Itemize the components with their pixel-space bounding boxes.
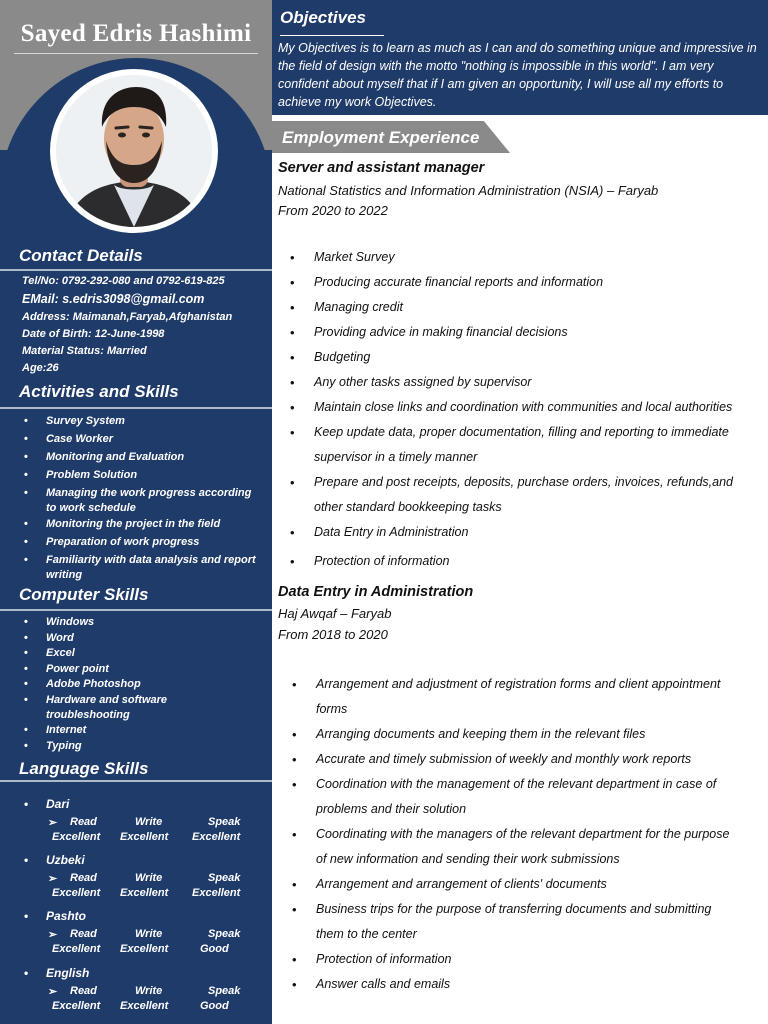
list-item: • Word: [24, 631, 204, 646]
speak-label: Speak: [208, 985, 241, 997]
language-skills-header: [0, 928, 272, 944]
job-duties-list: [292, 672, 732, 997]
read-label: Read: [70, 928, 97, 940]
activities-list: [24, 414, 264, 583]
list-item: • Accurate and timely submission of weekly and monthly work reports: [292, 747, 732, 772]
speak-label: Speak: [208, 816, 241, 828]
read-level: Excellent: [52, 831, 101, 843]
list-item: • Problem Solution: [24, 468, 264, 483]
job-title: Data Entry in Administration: [278, 584, 474, 600]
language-skills-header: [0, 816, 272, 832]
language-divider: [0, 780, 272, 782]
speak-label: Speak: [208, 872, 241, 884]
language-skills-header: [0, 872, 272, 888]
list-item: • Coordinating with the managers of the relevant department for the purpose of new information and sending their work submissions: [292, 822, 732, 872]
list-item: • Managing the work progress according to work schedule: [24, 486, 264, 516]
arrow-bullet-icon: ➢: [48, 986, 58, 998]
contact-age: Age:26: [22, 362, 59, 374]
contact-address: Address: Maimanah,Faryab,Afghanistan: [22, 311, 233, 323]
job-period: From 2018 to 2020: [278, 627, 388, 642]
list-item: • Business trips for the purpose of transferring documents and submitting them to the center: [292, 897, 732, 947]
speak-level: Good: [200, 1000, 229, 1012]
read-label: Read: [70, 985, 97, 997]
contact-heading: Contact Details: [19, 246, 143, 265]
list-item: • Adobe Photoshop: [24, 677, 204, 692]
computer-skills-list: [24, 615, 204, 754]
language-heading: Language Skills: [19, 759, 149, 778]
list-item: • Data Entry in Administration: [290, 520, 764, 545]
job-organization: National Statistics and Information Administration (NSIA) – Faryab: [278, 183, 659, 198]
job-organization: Haj Awqaf – Faryab: [278, 606, 392, 621]
list-item: • Any other tasks assigned by supervisor: [290, 370, 764, 395]
list-item: • Managing credit: [290, 295, 764, 320]
speak-level: Excellent: [192, 887, 241, 899]
language-name-uzbeki: • Uzbeki: [24, 853, 85, 867]
list-item: • Keep update data, proper documentation, filling and reporting to immediate supervisor in a timely manner: [290, 420, 764, 470]
profile-photo: [56, 75, 212, 227]
read-label: Read: [70, 872, 97, 884]
arrow-bullet-icon: ➢: [48, 873, 58, 885]
list-item: • Windows: [24, 615, 204, 630]
job-period: From 2020 to 2022: [278, 203, 388, 218]
speak-level: Good: [200, 943, 229, 955]
write-level: Excellent: [120, 831, 169, 843]
list-item: • Budgeting: [290, 345, 764, 370]
list-item: • Familiarity with data analysis and report writing: [24, 553, 264, 583]
list-item: • Monitoring the project in the field: [24, 517, 264, 532]
arrow-bullet-icon: ➢: [48, 929, 58, 941]
contact-dob: Date of Birth: 12-June-1998: [22, 328, 165, 340]
list-item: • Hardware and software troubleshooting: [24, 693, 204, 723]
objectives-divider: [280, 35, 384, 36]
list-item: • Answer calls and emails: [292, 972, 732, 997]
speak-label: Speak: [208, 928, 241, 940]
list-item: • Coordination with the management of the relevant department in case of problems and their solution: [292, 772, 732, 822]
list-item: • Internet: [24, 723, 204, 738]
list-item: • Providing advice in making financial decisions: [290, 320, 764, 345]
language-skills-levels: [0, 943, 272, 959]
list-item: • Arrangement and arrangement of clients' documents: [292, 872, 732, 897]
contact-marital-status: Material Status: Married: [22, 345, 147, 357]
list-item: • Preparation of work progress: [24, 535, 264, 550]
sidebar: [0, 0, 272, 1024]
activities-divider: [0, 407, 272, 409]
write-level: Excellent: [120, 1000, 169, 1012]
name-divider: [14, 53, 258, 54]
computer-divider: [0, 609, 272, 611]
job-duties-list: [290, 245, 764, 574]
list-item: • Prepare and post receipts, deposits, purchase orders, invoices, refunds,and other standard bookkeeping tasks: [290, 470, 764, 520]
read-level: Excellent: [52, 887, 101, 899]
contact-phone: Tel/No: 0792-292-080 and 0792-619-825: [22, 275, 225, 287]
list-item: • Monitoring and Evaluation: [24, 450, 264, 465]
list-item: • Producing accurate financial reports and information: [290, 270, 764, 295]
write-level: Excellent: [120, 943, 169, 955]
list-item: • Protection of information: [290, 549, 764, 574]
language-skills-levels: [0, 831, 272, 847]
objectives-text: My Objectives is to learn as much as I can and do something unique and impressive in the field of design with the motto "nothing is impossible in this world". I am very confident about myself that if I am given an opportunity, I will use all my efforts to achieve my work Objectives.: [278, 41, 757, 109]
write-label: Write: [135, 816, 163, 828]
contact-email[interactable]: EMail: s.edris3098@gmail.com: [22, 292, 205, 306]
list-item: • Maintain close links and coordination with communities and local authorities: [290, 395, 764, 420]
speak-level: Excellent: [192, 831, 241, 843]
list-item: • Case Worker: [24, 432, 264, 447]
list-item: • Excel: [24, 646, 204, 661]
list-item: • Power point: [24, 662, 204, 677]
list-item: • Market Survey: [290, 245, 764, 270]
write-label: Write: [135, 985, 163, 997]
write-label: Write: [135, 872, 163, 884]
language-skills-header: [0, 985, 272, 1001]
list-item: • Arrangement and adjustment of registration forms and client appointment forms: [292, 672, 732, 722]
list-item: • Survey System: [24, 414, 264, 429]
job-title: Server and assistant manager: [278, 160, 485, 176]
employment-heading: Employment Experience: [282, 128, 480, 147]
read-label: Read: [70, 816, 97, 828]
write-label: Write: [135, 928, 163, 940]
read-level: Excellent: [52, 943, 101, 955]
language-skills-levels: [0, 887, 272, 903]
computer-heading: Computer Skills: [19, 585, 149, 604]
candidate-name: Sayed Edris Hashimi: [20, 20, 252, 47]
contact-divider: [0, 269, 272, 271]
language-skills-levels: [0, 1000, 272, 1016]
write-level: Excellent: [120, 887, 169, 899]
language-name-dari: • Dari: [24, 797, 69, 811]
language-name-english: • English: [24, 966, 89, 980]
activities-heading: Activities and Skills: [19, 382, 179, 401]
list-item: • Protection of information: [292, 947, 732, 972]
list-item: • Typing: [24, 739, 204, 754]
objectives-heading: Objectives: [280, 8, 366, 27]
language-name-pashto: • Pashto: [24, 909, 86, 923]
list-item: • Arranging documents and keeping them in the relevant files: [292, 722, 732, 747]
arrow-bullet-icon: ➢: [48, 817, 58, 829]
read-level: Excellent: [52, 1000, 101, 1012]
